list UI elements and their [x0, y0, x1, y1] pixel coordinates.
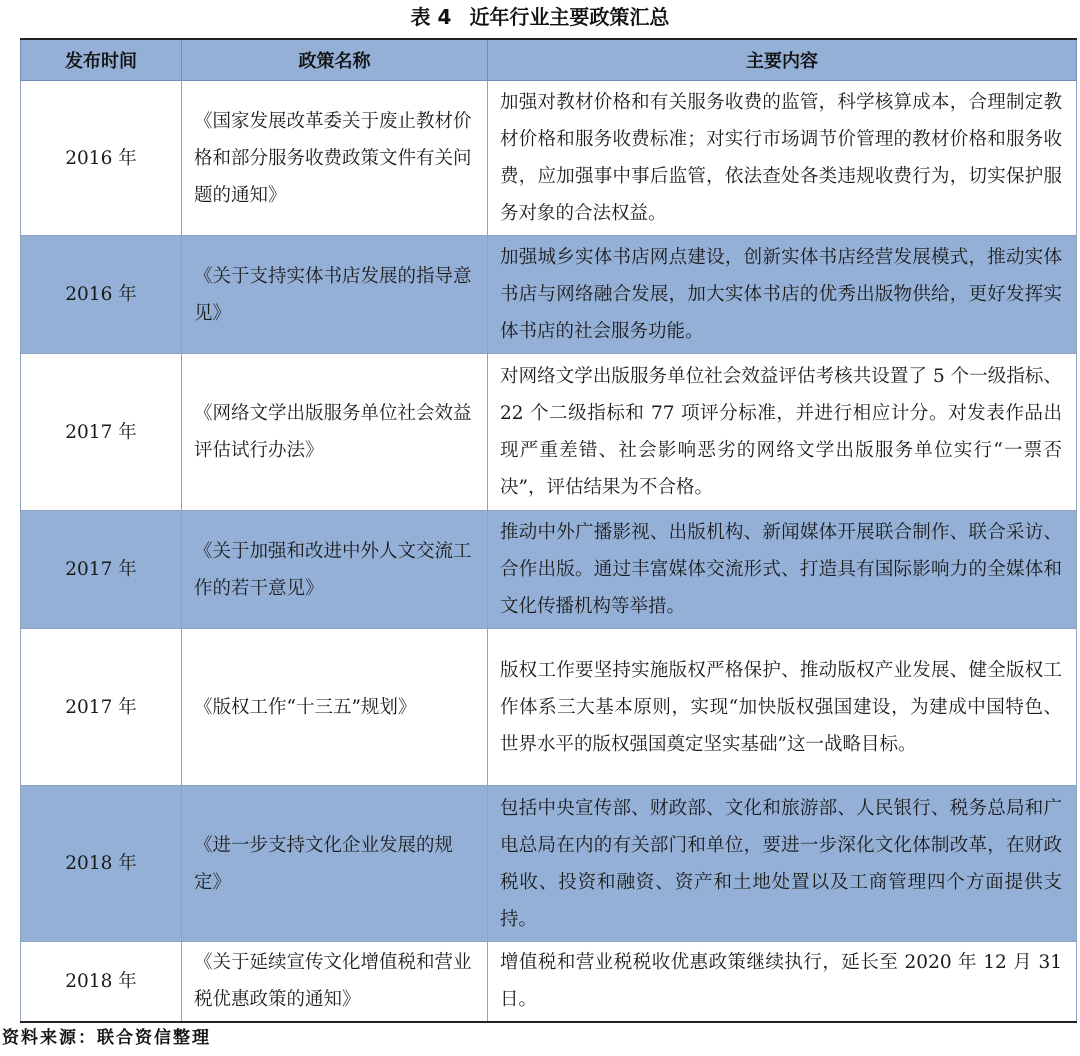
table-title: 近年行业主要政策汇总 [469, 5, 670, 29]
cell-content: 版权工作要坚持实施版权严格保护、推动版权产业发展、健全版权工作体系三大基本原则，实现“加快版权强国建设，为建成中国特色、世界水平的版权强国奠定坚实基础”这一战略目标。 [488, 629, 1077, 786]
cell-content: 推动中外广播影视、出版机构、新闻媒体开展联合制作、联合采访、合作出版。通过丰富媒体交流形式、打造具有国际影响力的全媒体和文化传播机构等举措。 [488, 511, 1077, 629]
cell-policy-name: 《关于加强和改进中外人文交流工作的若干意见》 [182, 511, 488, 629]
cell-content: 增值税和营业税税收优惠政策继续执行，延长至 2020 年 12 月 31 日。 [488, 942, 1077, 1022]
table-header-row [21, 39, 1077, 81]
header-release-date: 发布时间 [21, 39, 182, 81]
table-row [21, 629, 1077, 786]
cell-policy-name: 《版权工作“十三五”规划》 [182, 629, 488, 786]
cell-content: 对网络文学出版服务单位社会效益评估考核共设置了 5 个一级指标、22 个二级指标和 77 项评分标准，并进行相应计分。对发表作品出现严重差错、社会影响恶劣的网络文学出版服务单位实行“一票否决”，评估结果为不合格。 [488, 354, 1077, 511]
cell-year: 2018 年 [21, 786, 182, 942]
cell-year: 2017 年 [21, 354, 182, 511]
cell-year: 2017 年 [21, 511, 182, 629]
table-row [21, 81, 1077, 236]
cell-policy-name: 《关于延续宣传文化增值税和营业税优惠政策的通知》 [182, 942, 488, 1022]
cell-policy-name: 《进一步支持文化企业发展的规定》 [182, 786, 488, 942]
cell-policy-name: 《网络文学出版服务单位社会效益评估试行办法》 [182, 354, 488, 511]
table-row [21, 786, 1077, 942]
cell-year: 2016 年 [21, 81, 182, 236]
table-row [21, 354, 1077, 511]
header-main-content: 主要内容 [488, 39, 1077, 81]
cell-content: 加强城乡实体书店网点建设，创新实体书店经营发展模式，推动实体书店与网络融合发展，加大实体书店的优秀出版物供给，更好发挥实体书店的社会服务功能。 [488, 236, 1077, 354]
cell-content: 包括中央宣传部、财政部、文化和旅游部、人民银行、税务总局和广电总局在内的有关部门和单位，要进一步深化文化体制改革，在财政税收、投资和融资、资产和土地处置以及工商管理四个方面提供支持。 [488, 786, 1077, 942]
cell-content: 加强对教材价格和有关服务收费的监管，科学核算成本，合理制定教材价格和服务收费标准；对实行市场调节价管理的教材价格和服务收费，应加强事中事后监管，依法查处各类违规收费行为，切实保护服务对象的合法权益。 [488, 81, 1077, 236]
cell-policy-name: 《关于支持实体书店发展的指导意见》 [182, 236, 488, 354]
table-caption [0, 4, 1080, 30]
table-number: 表 4 [410, 5, 452, 29]
cell-year: 2017 年 [21, 629, 182, 786]
cell-policy-name: 《国家发展改革委关于废止教材价格和部分服务收费政策文件有关问题的通知》 [182, 81, 488, 236]
table-row [21, 942, 1077, 1022]
table-row [21, 511, 1077, 629]
cell-year: 2018 年 [21, 942, 182, 1022]
table-row [21, 236, 1077, 354]
policy-table [20, 38, 1077, 1023]
cell-year: 2016 年 [21, 236, 182, 354]
header-policy-name: 政策名称 [182, 39, 488, 81]
source-note: 资料来源：联合资信整理 [2, 1028, 211, 1048]
